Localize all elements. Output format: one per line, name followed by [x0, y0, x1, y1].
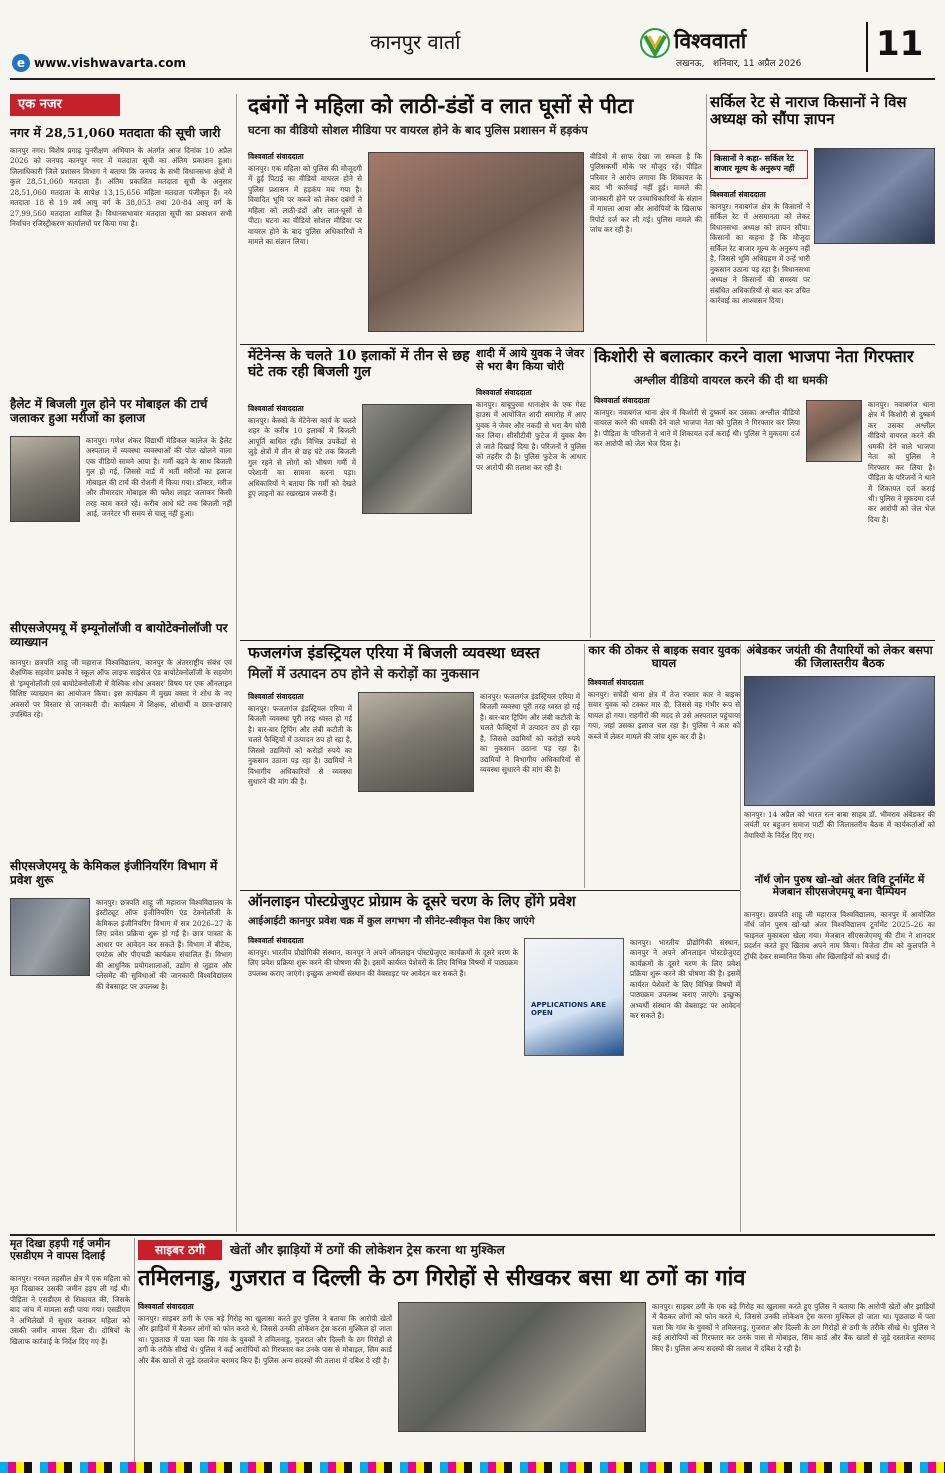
iit-headline: ऑनलाइन पोस्टग्रेजुएट प्रोग्राम के दूसरे चरण के लिए होंगे प्रवेश [248, 893, 576, 910]
accident-byline: विश्ववार्ता संवाददाता [588, 678, 644, 687]
dateline: लखनऊ, शनिवार, 11 अप्रैल 2026 [676, 59, 802, 69]
accident-story [588, 644, 740, 888]
lead-body-right: वीडियो में साफ देखा जा सकता है कि पुलिसकर्मी मौके पर मौजूद रहे। पीड़ित परिवार ने आरोप लगाया कि शिकायत के बाद भी कार्रवाई नहीं हुई। मामले की जानकारी होने पर उच्चाधिकारियों के संज्ञान में मामला आया और आरोपियों के खिलाफ रिपोर्ट दर्ज कर ली गई। पुलिस मामले की जांच कर रही है। [590, 152, 702, 235]
bjp-story [594, 348, 935, 638]
bsp-meeting-photo [744, 676, 935, 806]
farmers-meeting-photo [814, 148, 935, 244]
website-url[interactable]: www.vishwavarta.com [34, 56, 186, 70]
wedding-story [476, 348, 586, 638]
ek-nazar-label: एक नजर [10, 94, 120, 116]
cyber-tag: साइबर ठगी [138, 1240, 222, 1260]
story-voter-list-headline: नगर में 28,51,060 मतदाता की सूची जारी [10, 125, 221, 140]
lead-story [240, 94, 702, 342]
bjp-headline: किशोरी से बलात्कार करने वाला भाजपा नेता गिरफ्तार [594, 347, 914, 366]
story-hallet-headline: हैलेट में बिजली गुल होने पर मोबाइल की टार्च जलाकर हुआ मरीजों का इलाज [10, 397, 208, 425]
cyber-arrest-photo [398, 1302, 646, 1432]
iit-ad-graphic [524, 938, 624, 1056]
bjp-body: कानपुर। नवाबगंज थाना क्षेत्र में किशोरी से दुष्कर्म कर उसका अश्लील वीडियो वायरल करने की धमकी देने वाले भाजपा नेता को पुलिस ने गिरफ्तार कर लिया है। पीड़िता के परिजनों ने थाने में शिकायत दर्ज कराई थी। पुलिस ने मुकदमा दर्ज कर आरोपी को जेल भेज दिया है। [594, 408, 800, 449]
wedding-byline: विश्ववार्ता संवाददाता [476, 388, 532, 397]
fazalganj-body-continued: कानपुर। फजलगंज इंडस्ट्रियल एरिया में बिजली व्यवस्था पूरी तरह ध्वस्त हो गई है। बार-बार ट्रिपिंग और लंबी कटौती के चलते फैक्ट्रियों में उत्पादन ठप हो रहा है, जिससे उद्यमियों को करोड़ों रुपये का नुकसान उठाना पड़ रहा है। उद्यमियों ने विभागीय अधिकारियों से व्यवस्था सुधारने की मांग की है। [480, 692, 580, 775]
farmers-body: कानपुर। नवाबगंज क्षेत्र के किसानों ने सर्किल रेट में असमानता को लेकर विधानसभा अध्यक्ष को ज्ञापन सौंपा। किसानों का कहना है कि मौजूदा सर्किल रेट बाजार मूल्य के अनुरूप नहीं है, जिससे भूमि अधिग्रहण में उन्हें भारी नुकसान उठाना पड़ रहा है। विधानसभा अध्यक्ष ने किसानों की समस्या पर संबंधित अधिकारियों से बात कर उचित कार्रवाई का आश्वासन दिया। [710, 202, 810, 305]
lead-byline: विश्ववार्ता संवाददाता [248, 152, 304, 161]
iit-body: कानपुर। भारतीय प्रौद्योगिकी संस्थान, कानपुर ने अपने ऑनलाइन पोस्टग्रेजुएट कार्यक्रमों के दूसरे चरण के लिए प्रवेश प्रक्रिया शुरू करने की घोषणा की है। इसमें कार्यरत पेशेवरों के लिए विभिन्न विषयों में पाठ्यक्रम उपलब्ध कराए जाएंगे। इच्छुक अभ्यर्थी संस्थान की वेबसाइट पर आवेदन कर सकते हैं। [248, 948, 518, 978]
ambedkar-caption: कानपुर। 14 अप्रैल को भारत रत्न बाबा साहब डॉ. भीमराव अंबेडकर की जयंती पर बहुजन समाज पार्टी की जिलास्तरीय बैठक में कार्यकर्ताओं को तैयारियों के निर्देश दिए गए। [744, 810, 935, 840]
fazalganj-headline: फजलगंज इंडस्ट्रियल एरिया में बिजली व्यवस्था ध्वस्त [248, 643, 540, 662]
farmers-callout: किसानों ने कहा- सर्किल रेट बाजार मूल्य के अनुरूप नहीं [710, 150, 808, 179]
cyber-story [138, 1238, 935, 1462]
section-title: कानपुर वार्ता [370, 30, 461, 54]
farmers-headline: सर्किल रेट से नाराज किसानों ने विस अध्यक्ष को सौंपा ज्ञापन [710, 93, 907, 129]
power-byline: विश्ववार्ता संवाददाता [248, 404, 304, 413]
farmers-byline: विश्ववार्ता संवाददाता [710, 190, 766, 199]
industrial-area-photo [358, 692, 474, 792]
accident-headline: कार की ठोकर से बाइक सवार युवक घायल [588, 643, 740, 671]
story-csjmu-lecture-body: कानपुर। छत्रपति शाहू जी महाराज विश्वविद्यालय, कानपुर के अंतरराष्ट्रीय संबंध एवं शैक्षणिक सहयोग प्रकोष्ठ ने स्कूल ऑफ लाइफ साइंसेज एंड बायोटेक्नोलॉजी के सहयोग से 'इम्यूनोलॉजी एवं बायोटेक्नोलॉजी में वैश्विक शोध अवसर' विषय पर एक ऑनलाइन विशिष्ट व्याख्यान का आयोजन किया। इस कार्यक्रम में मुख्य वक्ता ने शोध के नए अवसरों पर विस्तार से जानकारी दी। कार्यक्रम में शिक्षक, शोधार्थी व छात्र-छात्राएं उपस्थित रहे। [10, 658, 232, 720]
wedding-body: कानपुर। बाबूपुरवा थानाक्षेत्र के एक गेस्ट हाउस में आयोजित शादी समारोह में आए युवक ने जेवर और नकदी से भरा बैग चोरी कर लिया। सीसीटीवी फुटेज में युवक बैग ले जाते दिखाई दिया है। परिजनों ने पुलिस को तहरीर दी है। पुलिस फुटेज के आधार पर आरोपी की तलाश कर रही है। [476, 400, 586, 472]
land-body: कानपुर। नरवल तहसील क्षेत्र में एक महिला को मृत दिखाकर उसकी जमीन हड़प ली गई थी। पीड़िता ने एसडीएम से शिकायत की, जिसके बाद जांच में मामला सही पाया गया। एसडीएम ने अभिलेखों में सुधार कराकर महिला को उसकी जमीन वापस दिला दी। दोषियों के खिलाफ कार्रवाई के निर्देश दिए गए हैं। [10, 1274, 130, 1346]
hospital-photo [10, 436, 80, 522]
accused-portrait-photo [806, 400, 862, 462]
lead-headline: दबंगों ने महिला को लाठी-डंडों व लात घूसों से पीटा [248, 93, 634, 118]
brand-name: विश्ववार्ता [674, 28, 747, 53]
lineman-photo [362, 404, 472, 514]
iit-byline: विश्ववार्ता संवाददाता [248, 936, 304, 945]
story-chemical-eng-headline: सीएसजेएमयू के केमिकल इंजीनियरिंग विभाग में प्रवेश शुरू [10, 859, 218, 887]
university-building-photo [10, 898, 90, 976]
land-headline: मृत दिखा हड़पी गई जमीन एसडीएम ने वापस दिलाई [10, 1238, 111, 1263]
lead-subhead: घटना का वीडियो सोशल मीडिया पर वायरल होने के बाद पुलिस प्रशासन में हड़कंप [248, 123, 588, 137]
fazalganj-byline: विश्ववार्ता संवाददाता [248, 692, 304, 701]
kho-body: कानपुर। छत्रपति शाहू जी महाराज विश्वविद्यालय, कानपुर में आयोजित नॉर्थ जोन पुरुष खो-खो अंतर विश्वविद्यालय टूर्नामेंट 2025–26 का फाइनल मुकाबला खेला गया। मेजबान सीएसजेएमयू की टीम ने शानदार प्रदर्शन करते हुए खिताब अपने नाम किया। विजेता टीम को कुलपति ने ट्रॉफी देकर सम्मानित किया और खिलाड़ियों को बधाई दी। [744, 910, 935, 961]
cyber-headline: तमिलनाडु, गुजरात व दिल्ली के ठग गिरोहों से सीखकर बसा था ठगों का गांव [138, 1265, 746, 1291]
story-voter-list-body: कानपुर नगर। विशेष प्रगाढ़ पुनरीक्षण अभियान के अंतर्गत आज दिनांक 10 अप्रैल 2026 को जनपद कानपुर नगर में मतदाता सूची का अंतिम प्रकाशन हुआ। जिलाधिकारी जिले प्रशासन विभाग ने बताया कि जनपद के सभी विधानसभा क्षेत्रों में कुल 28,51,060 मतदाता हैं। अंतिम प्रकाशित मतदाता सूची के अनुसार 28,51,060 मतदाता के सापेक्ष 13,15,656 महिला मतदाता पंजीकृत हैं। नये मतदाता 18 से 19 वर्ष आयु वर्ग के 38,053 तथा 20-84 आयु वर्ग के 27,99,560 मतदाता शामिल हैं। विधानसभावार मतदाता सूची का प्रकाशन सभी निर्वाचन रजिस्ट्रीकरण कार्यालयों पर किया गया है। [10, 146, 232, 229]
accident-body: कानपुर। सचेंडी थाना क्षेत्र में तेज रफ्तार कार ने बाइक सवार युवक को टक्कर मार दी, जिससे वह गंभीर रूप से घायल हो गया। राहगीरों की मदद से उसे अस्पताल पहुंचाया गया, जहां उसका इलाज चल रहा है। पुलिस ने कार को कब्जे में लेकर मामले की जांच शुरू कर दी है। [588, 690, 740, 741]
brand-logo-icon [640, 28, 670, 58]
power-body: कानपुर। केस्को के मेंटेनेन्स कार्य के चलते शहर के करीब 10 इलाकों में बिजली आपूर्ति बाधित रही। विभिन्न उपकेंद्रों से जुड़े क्षेत्रों में तीन से छह घंटे तक बिजली गुल रहने से लोगों को भीषण गर्मी में परेशानी का सामना करना पड़ा। अधिकारियों ने बताया कि गर्मी को देखते हुए लाइनों का रखरखाव जरूरी है। [248, 416, 356, 499]
ambedkar-story [744, 644, 935, 872]
story-csjmu-lecture-headline: सीएसजेएमयू में इम्यूनोलॉजी व बायोटेक्नोलॉजी पर व्याख्यान [10, 621, 228, 649]
bjp-byline: विश्ववार्ता संवाददाता [594, 396, 650, 405]
globe-logo-icon: e [12, 54, 30, 72]
cyber-body-continued: कानपुर। साइबर ठगी के एक बड़े गिरोह का खुलासा करते हुए पुलिस ने बताया कि आरोपी खेतों और झाड़ियों में बैठकर लोगों को फोन करते थे, जिससे उनकी लोकेशन ट्रेस करना मुश्किल हो जाता था। पूछताछ में पता चला कि गांव के युवकों ने तमिलनाडु, गुजरात और दिल्ली के ठग गिरोहों से ठगी के तरीके सीखे थे। पुलिस ने कई आरोपियों को गिरफ्तार कर उनके पास से मोबाइल, सिम कार्ड और बैंक खातों से जुड़े दस्तावेज बरामद किए हैं। पुलिस अन्य सदस्यों की तलाश में दबिश दे रही है। [652, 1302, 935, 1353]
land-story [10, 1238, 130, 1462]
kho-story [744, 874, 935, 1232]
bjp-body-continued: कानपुर। नवाबगंज थाना क्षेत्र में किशोरी से दुष्कर्म कर उसका अश्लील वीडियो वायरल करने की धमकी देने वाले भाजपा नेता को पुलिस ने गिरफ्तार कर लिया है। पीड़िता के परिजनों ने थाने में शिकायत दर्ज कराई थी। पुलिस ने मुकदमा दर्ज कर आरोपी को जेल भेज दिया है। [868, 400, 935, 524]
cyber-body: कानपुर। साइबर ठगी के एक बड़े गिरोह का खुलासा करते हुए पुलिस ने बताया कि आरोपी खेतों और झाड़ियों में बैठकर लोगों को फोन करते थे, जिससे उनकी लोकेशन ट्रेस करना मुश्किल हो जाता था। पूछताछ में पता चला कि गांव के युवकों ने तमिलनाडु, गुजरात और दिल्ली के ठग गिरोहों से ठगी के तरीके सीखे थे। पुलिस ने कई आरोपियों को गिरफ्तार कर उनके पास से मोबाइल, सिम कार्ड और बैंक खातों से जुड़े दस्तावेज बरामद किए हैं। पुलिस अन्य सदस्यों की तलाश में दबिश दे रही है। [138, 1314, 392, 1365]
cyber-kicker: खेतों और झाड़ियों में ठगों की लोकेशन ट्रेस करना था मुश्किल [230, 1242, 505, 1257]
iit-body-continued: कानपुर। भारतीय प्रौद्योगिकी संस्थान, कानपुर ने अपने ऑनलाइन पोस्टग्रेजुएट कार्यक्रमों के दूसरे चरण के लिए प्रवेश प्रक्रिया शुरू करने की घोषणा की है। इसमें कार्यरत पेशेवरों के लिए विभिन्न विषयों में पाठ्यक्रम उपलब्ध कराए जाएंगे। इच्छुक अभ्यर्थी संस्थान की वेबसाइट पर आवेदन कर सकते हैं। [630, 938, 740, 1021]
assault-photo [368, 152, 584, 332]
color-registration-strip [0, 1462, 945, 1473]
story-chemical-eng-body: कानपुर। छत्रपति शाहू जी महाराज विश्वविद्यालय के इंस्टीट्यूट ऑफ इंजीनियरिंग एंड टेक्नोलॉजी के केमिकल इंजीनियरिंग विभाग में सत्र 2026–27 के लिए प्रवेश प्रक्रिया शुरू हो गई है। छात्र पात्रता के आधार पर आवेदन कर सकते हैं। विभाग में बीटेक, एमटेक और पीएचडी कार्यक्रम संचालित हैं। विभाग की आधुनिक प्रयोगशालाओं, उद्योग से जुड़ाव और प्लेसमेंट की सुविधाओं की जानकारी विश्वविद्यालय की वेबसाइट पर उपलब्ध है। [96, 898, 232, 991]
masthead [0, 0, 945, 98]
lead-body-left: कानपुर। एक महिला को पुलिस की मौजूदगी में हुई पिटाई का वीडियो वायरल होने से पुलिस प्रशासन में हड़कंप मच गया है। विवादित भूमि पर कब्जे को लेकर दबंगों ने महिला को लाठी-डंडों और लात-घूसों से पीटा। घटना का वीडियो सोशल मीडिया पर वायरल होने के बाद पुलिस अधिकारियों ने मामले का संज्ञान लिया। [248, 164, 362, 247]
kho-headline: नॉर्थ जोन पुरुष खो-खो अंतर विवि टूर्नामेंट में मेजबान सीएसजेएमयू बना चैम्पियन [754, 874, 925, 899]
story-hallet-body: कानपुर। गणेश शंकर विद्यार्थी मेडिकल कालेज के हैलेट अस्पताल में व्यवस्था व्यवस्थाओं की पोल खोलने वाला एक वीडियो सामने आया है। गर्मी बढ़ने के साथ बिजली गुल हो गई, जिससे वार्ड में भर्ती मरीजों का इलाज मोबाइल की टार्च की रोशनी में किया गया। डॉक्टर, मरीज और तीमारदार मोबाइल की फ्लैश लाइट जलाकर किसी तरह काम करते रहे। करीब आधे घंटे तक बिजली नहीं आई, जनरेटर भी समय से चालू नहीं हुआ। [86, 436, 232, 519]
iit-ad-text: APPLICATIONS ARE OPEN [531, 1001, 607, 1018]
cyber-byline: विश्ववार्ता संवाददाता [138, 1302, 194, 1311]
power-story [240, 348, 472, 638]
fazalganj-subhead: मिलों में उत्पादन ठप होने से करोड़ों का नुकसान [248, 666, 480, 682]
page-number: 11 [876, 24, 924, 64]
iit-subhead: आईआईटी कानपुर प्रवेश चक्र में कुल लगभग नौ सीनेट-स्वीकृत पेश किए जाएंगे [248, 916, 535, 927]
fazalganj-story [240, 644, 580, 888]
fazalganj-body: कानपुर। फजलगंज इंडस्ट्रियल एरिया में बिजली व्यवस्था पूरी तरह ध्वस्त हो गई है। बार-बार ट्रिपिंग और लंबी कटौती के चलते फैक्ट्रियों में उत्पादन ठप हो रहा है, जिससे उद्यमियों को करोड़ों रुपये का नुकसान उठाना पड़ रहा है। उद्यमियों ने विभागीय अधिकारियों से व्यवस्था सुधारने की मांग की है। [248, 704, 352, 787]
farmers-story [710, 94, 935, 342]
left-column [10, 94, 232, 1232]
iit-story [240, 894, 740, 1232]
ambedkar-headline: अंबेडकर जयंती की तैयारियों को लेकर बसपा की जिलास्तरीय बैठक [746, 643, 933, 671]
bjp-subhead: अश्लील वीडियो वायरल करने की दी था धमकी [634, 373, 828, 387]
power-headline: मेंटेनेन्स के चलते 10 इलाकों में तीन से छह घंटे तक रही बिजली गुल [248, 348, 470, 381]
wedding-headline: शादी में आये युवक ने जेवर से भरा बैग किया चोरी [476, 347, 585, 373]
